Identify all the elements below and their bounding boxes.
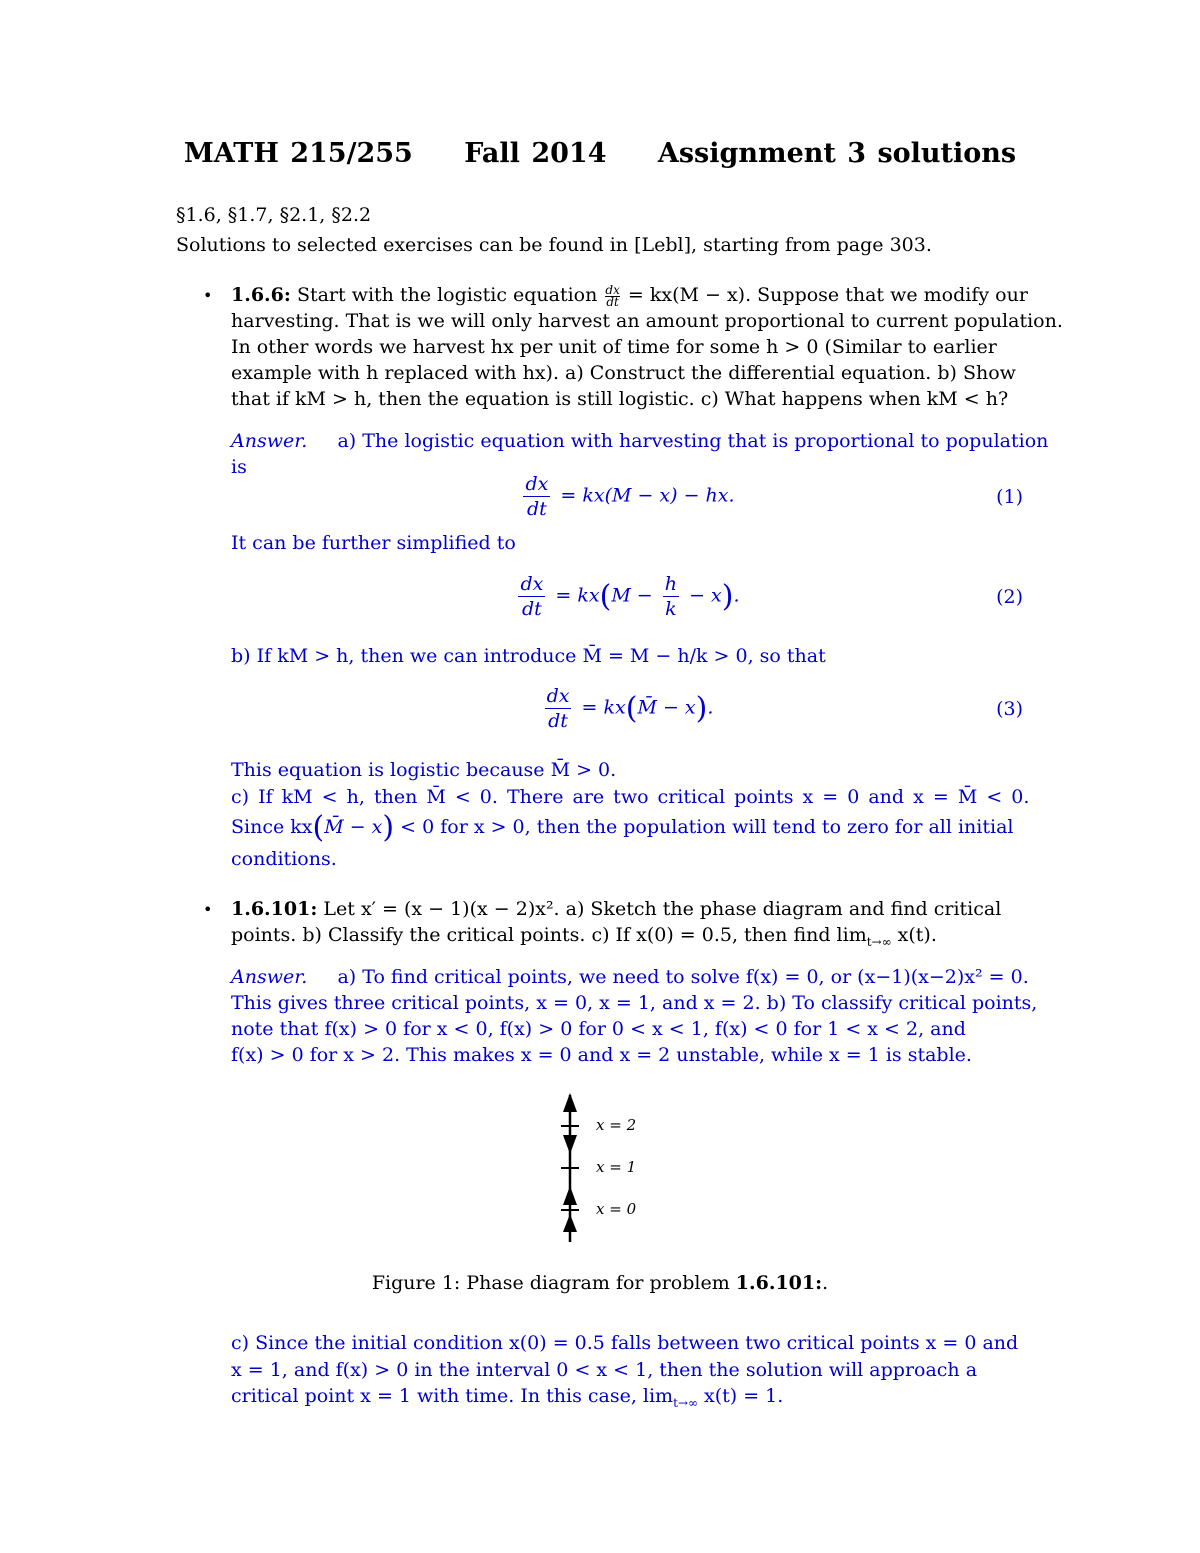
- problem1-answer-a2: is: [231, 456, 247, 478]
- problem1-label: 1.6.6:: [231, 284, 291, 306]
- equation-number: (1): [996, 486, 1023, 508]
- label-x2: x = 2: [596, 1116, 637, 1134]
- problem2-line1: 1.6.101: Let x′ = (x − 1)(x − 2)x². a) Sketch the phase diagram and find critical: [231, 898, 1002, 920]
- bullet: •: [203, 900, 213, 919]
- intro-text: Solutions to selected exercises can be found in [Lebl], starting from page 303.: [176, 234, 932, 256]
- simplified-text: It can be further simplified to: [231, 532, 516, 554]
- problem2-answer-2: This gives three critical points, x = 0, x = 1, and x = 2. b) To classify critical points,: [231, 992, 1038, 1014]
- arrow-up-icon: [563, 1214, 577, 1232]
- answer-label: Answer.: [231, 966, 308, 988]
- problem2-answer-4: f(x) > 0 for x > 2. This makes x = 0 and x = 2 unstable, while x = 1 is stable.: [231, 1044, 972, 1066]
- figure-caption: Figure 1: Phase diagram for problem 1.6.101:.: [371, 1272, 829, 1294]
- page-title: [0, 138, 1200, 169]
- problem2-c3: critical point x = 1 with time. In this case, $\lim_{t\to\infty} x(t) = 1$.: [231, 1385, 784, 1410]
- answer-label: Answer.: [231, 430, 308, 452]
- phase-diagram: [540, 1090, 680, 1250]
- label-x0: x = 0: [596, 1200, 637, 1218]
- problem1-line1: 1.6.6: Start with the logistic equation $\frac{dx}{dt} = kx(M - x)$. Suppose that we modify our: [231, 282, 1028, 309]
- problem1-line4: example with h replaced with hx). a) Construct the differential equation. b) Show: [231, 362, 1016, 384]
- equation-2: $\frac{dx}{dt}$ = kx(M − $\frac{h}{k}$ − x). (2): [520, 573, 1023, 620]
- equation-3: $\frac{dx}{dt}$ = kx(M̄ − x). (3): [546, 685, 1023, 732]
- problem2-label: 1.6.101:: [231, 898, 318, 920]
- logistic-statement: This equation is logistic because M̄ > 0.: [231, 759, 617, 781]
- problem2-c2: x = 1, and f(x) > 0 in the interval 0 < x < 1, then the solution will approach a: [231, 1359, 978, 1381]
- problem1-line3: In other words we harvest hx per unit of time for some h > 0 (Similar to earlier: [231, 336, 997, 358]
- problem1-answer-c1: c) If kM < h, then M̄ < 0. There are two critical points x = 0 and x = M̄ < 0.: [231, 786, 1030, 808]
- problem2-c1: c) Since the initial condition x(0) = 0.5 falls between two critical points x = 0 and: [231, 1332, 1019, 1354]
- problem2-line2: points. b) Classify the critical points. c) If x(0) = 0.5, then find $\lim_{t\to\infty} x(t)$.: [231, 924, 937, 949]
- equation-number: (2): [996, 586, 1023, 608]
- course-code: MATH 215/255: [183, 138, 413, 169]
- arrow-up-icon: [563, 1093, 577, 1112]
- equation-number: (3): [996, 698, 1023, 720]
- assignment-title: Assignment 3 solutions: [657, 138, 1017, 169]
- arrow-up-icon: [563, 1186, 577, 1205]
- sections-list: §1.6, §1.7, §2.1, §2.2: [176, 204, 372, 226]
- inline-derivative: $\frac{dx}{dt}$: [605, 282, 620, 309]
- problem1-answer-c3: conditions.: [231, 848, 337, 870]
- problem1-line5: that if kM > h, then the equation is still logistic. c) What happens when kM < h?: [231, 388, 1009, 410]
- derivative-fraction: $\frac{dx}{dt}$: [525, 473, 549, 520]
- equation-1: $\frac{dx}{dt}$ = kx(M − x) − hx. (1): [525, 473, 1023, 520]
- term: Fall 2014: [464, 138, 607, 169]
- problem1-answer-b: b) If kM > h, then we can introduce M̄ = M − h/k > 0, so that: [231, 645, 826, 667]
- problem1-answer-a: Answer. a) The logistic equation with harvesting that is proportional to population: [231, 430, 1049, 452]
- problem2-answer-3: note that f(x) > 0 for x < 0, f(x) > 0 for 0 < x < 1, f(x) < 0 for 1 < x < 2, and: [231, 1018, 966, 1040]
- bullet: •: [203, 286, 213, 305]
- arrow-down-icon: [563, 1135, 577, 1154]
- label-x1: x = 1: [596, 1158, 637, 1176]
- problem2-answer-1: Answer. a) To find critical points, we need to solve f(x) = 0, or (x−1)(x−2)x² = 0.: [231, 966, 1029, 988]
- problem1-line2: harvesting. That is we will only harvest an amount proportional to current population.: [231, 310, 1063, 332]
- problem1-answer-c2: Since kx(M̄ − x) < 0 for x > 0, then the population will tend to zero for all initial: [231, 810, 1014, 845]
